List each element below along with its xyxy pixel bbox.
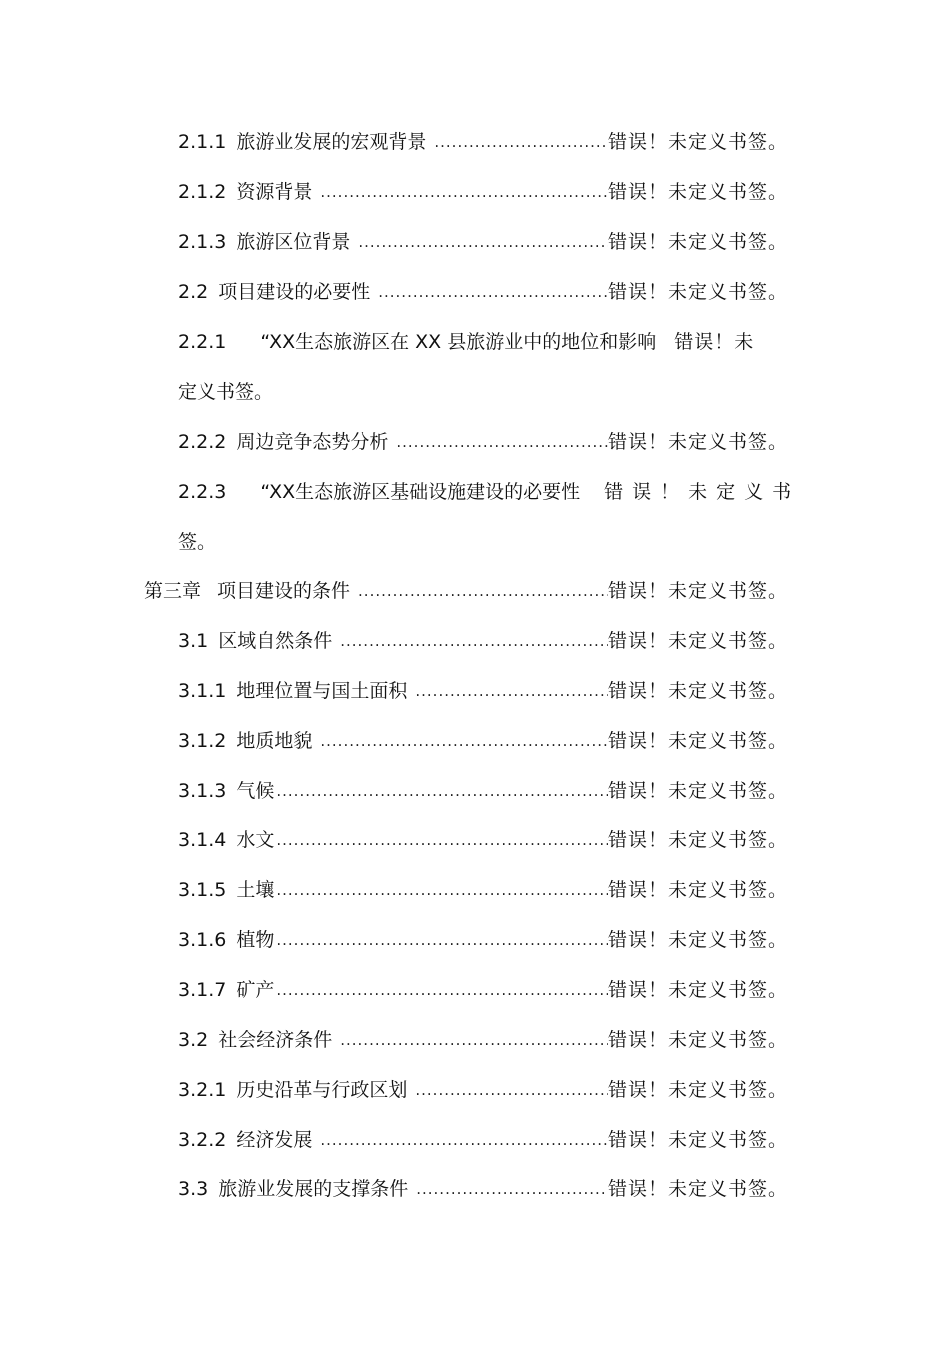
toc-number: 3.1.2 bbox=[178, 730, 227, 752]
toc-number: 2.2.3 bbox=[178, 481, 227, 503]
toc-page-ref: 错误！未定义书签。 bbox=[607, 1079, 788, 1101]
toc-page-ref: 错误！未定义书签。 bbox=[607, 431, 788, 453]
dot-leader bbox=[320, 727, 608, 755]
toc-entry-3-1-3[interactable] bbox=[178, 777, 788, 805]
toc-title: 社会经济条件 bbox=[218, 1029, 333, 1051]
toc-title: 旅游业发展的宏观背景 bbox=[236, 131, 427, 153]
dot-leader bbox=[276, 926, 608, 954]
toc-entry-3-1-4[interactable] bbox=[178, 826, 788, 854]
toc-entry-2-1-1[interactable] bbox=[178, 128, 788, 156]
toc-title: 区域自然条件 bbox=[218, 630, 333, 652]
toc-number: 2.1.3 bbox=[178, 231, 227, 253]
toc-title: 项目建设的必要性 bbox=[218, 281, 371, 303]
toc-number: 3.1 bbox=[178, 630, 209, 652]
dot-leader bbox=[276, 777, 608, 805]
dot-leader bbox=[415, 1076, 608, 1104]
toc-page-ref: 错误！未定义书签。 bbox=[607, 131, 788, 153]
toc-page-ref: 错误！未定义书 bbox=[604, 481, 801, 503]
toc-number: 第三章 bbox=[144, 580, 202, 602]
toc-entry-3-1-7[interactable] bbox=[178, 976, 788, 1004]
dot-leader bbox=[358, 577, 608, 605]
toc-page-ref: 错误！未定义书签。 bbox=[607, 829, 788, 851]
toc-number: 3.1.5 bbox=[178, 879, 227, 901]
toc-title: 旅游区位背景 bbox=[236, 231, 351, 253]
toc-page-ref: 错误！未定义书签。 bbox=[607, 979, 788, 1001]
toc-number: 3.2.1 bbox=[178, 1079, 227, 1101]
toc-entry-2-2-2[interactable] bbox=[178, 428, 788, 456]
toc-page-ref-continued: 签。 bbox=[178, 531, 217, 553]
toc-entry-3-1-2[interactable] bbox=[178, 727, 788, 755]
dot-leader bbox=[396, 428, 608, 456]
toc-number: 3.1.4 bbox=[178, 829, 227, 851]
dot-leader bbox=[320, 178, 608, 206]
toc-entry-3-1-1[interactable] bbox=[178, 677, 788, 705]
toc-page-ref: 错误！未定义书签。 bbox=[607, 1129, 788, 1151]
toc-title: 地质地貌 bbox=[236, 730, 313, 752]
toc-page-ref: 错误！未定义书签。 bbox=[607, 879, 788, 901]
toc-page-ref-continued: 定义书签。 bbox=[178, 381, 274, 403]
toc-entry-2-2-3[interactable] bbox=[178, 478, 808, 556]
toc-number: 2.2.2 bbox=[178, 431, 227, 453]
toc-page-ref: 错误！未定义书签。 bbox=[607, 281, 788, 303]
toc-entry-2-1-3[interactable] bbox=[178, 228, 788, 256]
toc-number: 2.2 bbox=[178, 281, 209, 303]
toc-title: 资源背景 bbox=[236, 181, 313, 203]
dot-leader bbox=[276, 876, 608, 904]
toc-page-ref: 错误！未 bbox=[674, 331, 755, 353]
dot-leader bbox=[415, 677, 608, 705]
toc-entry-3-2-2[interactable] bbox=[178, 1126, 788, 1154]
toc-number: 2.1.1 bbox=[178, 131, 227, 153]
toc-page-ref: 错误！未定义书签。 bbox=[607, 929, 788, 951]
toc-entry-chapter-3[interactable] bbox=[144, 577, 788, 605]
toc-title: 植物 bbox=[236, 929, 275, 951]
toc-title: 经济发展 bbox=[236, 1129, 313, 1151]
toc-entry-3-1-6[interactable] bbox=[178, 926, 788, 954]
toc-number: 3.3 bbox=[178, 1178, 209, 1200]
toc-page-ref: 错误！未定义书签。 bbox=[607, 181, 788, 203]
toc-page-ref: 错误！未定义书签。 bbox=[607, 231, 788, 253]
toc-title: “XX生态旅游区在 XX 县旅游业中的地位和影响 bbox=[260, 331, 657, 353]
toc-title: 气候 bbox=[236, 780, 275, 802]
dot-leader bbox=[276, 826, 608, 854]
toc-entry-3-2-1[interactable] bbox=[178, 1076, 788, 1104]
dot-leader bbox=[340, 1026, 608, 1054]
toc-entry-3-1-5[interactable] bbox=[178, 876, 788, 904]
toc-entry-3-1[interactable] bbox=[178, 627, 788, 655]
toc-title: 土壤 bbox=[236, 879, 275, 901]
toc-entry-2-2-1[interactable] bbox=[178, 328, 803, 406]
toc-entry-2-2[interactable] bbox=[178, 278, 788, 306]
toc-title: “XX生态旅游区基础设施建设的必要性 bbox=[260, 481, 581, 503]
toc-title: 项目建设的条件 bbox=[217, 580, 351, 602]
toc-page-ref: 错误！未定义书签。 bbox=[607, 680, 788, 702]
toc-number: 3.1.3 bbox=[178, 780, 227, 802]
dot-leader bbox=[340, 627, 608, 655]
toc-number: 3.1.7 bbox=[178, 979, 227, 1001]
toc-entry-2-1-2[interactable] bbox=[178, 178, 788, 206]
toc-title: 历史沿革与行政区划 bbox=[236, 1079, 408, 1101]
toc-page-ref: 错误！未定义书签。 bbox=[607, 1178, 788, 1200]
dot-leader bbox=[378, 278, 608, 306]
toc-number: 3.1.6 bbox=[178, 929, 227, 951]
toc-page-ref: 错误！未定义书签。 bbox=[607, 730, 788, 752]
toc-number: 3.1.1 bbox=[178, 680, 227, 702]
toc-number: 2.2.1 bbox=[178, 331, 227, 353]
toc-title: 周边竞争态势分析 bbox=[236, 431, 389, 453]
dot-leader bbox=[320, 1126, 608, 1154]
toc-page-ref: 错误！未定义书签。 bbox=[607, 780, 788, 802]
toc-page-ref: 错误！未定义书签。 bbox=[607, 1029, 788, 1051]
toc-title: 矿产 bbox=[236, 979, 275, 1001]
toc-title: 旅游业发展的支撑条件 bbox=[218, 1178, 409, 1200]
dot-leader bbox=[434, 128, 608, 156]
toc-title: 地理位置与国土面积 bbox=[236, 680, 408, 702]
toc-number: 3.2 bbox=[178, 1029, 209, 1051]
toc-page-ref: 错误！未定义书签。 bbox=[607, 630, 788, 652]
toc-number: 3.2.2 bbox=[178, 1129, 227, 1151]
toc-number: 2.1.2 bbox=[178, 181, 227, 203]
toc-entry-3-2[interactable] bbox=[178, 1026, 788, 1054]
toc-title: 水文 bbox=[236, 829, 275, 851]
dot-leader bbox=[416, 1175, 608, 1203]
toc-entry-3-3[interactable] bbox=[178, 1175, 788, 1203]
toc-page-ref: 错误！未定义书签。 bbox=[607, 580, 788, 602]
dot-leader bbox=[358, 228, 608, 256]
dot-leader bbox=[276, 976, 608, 1004]
